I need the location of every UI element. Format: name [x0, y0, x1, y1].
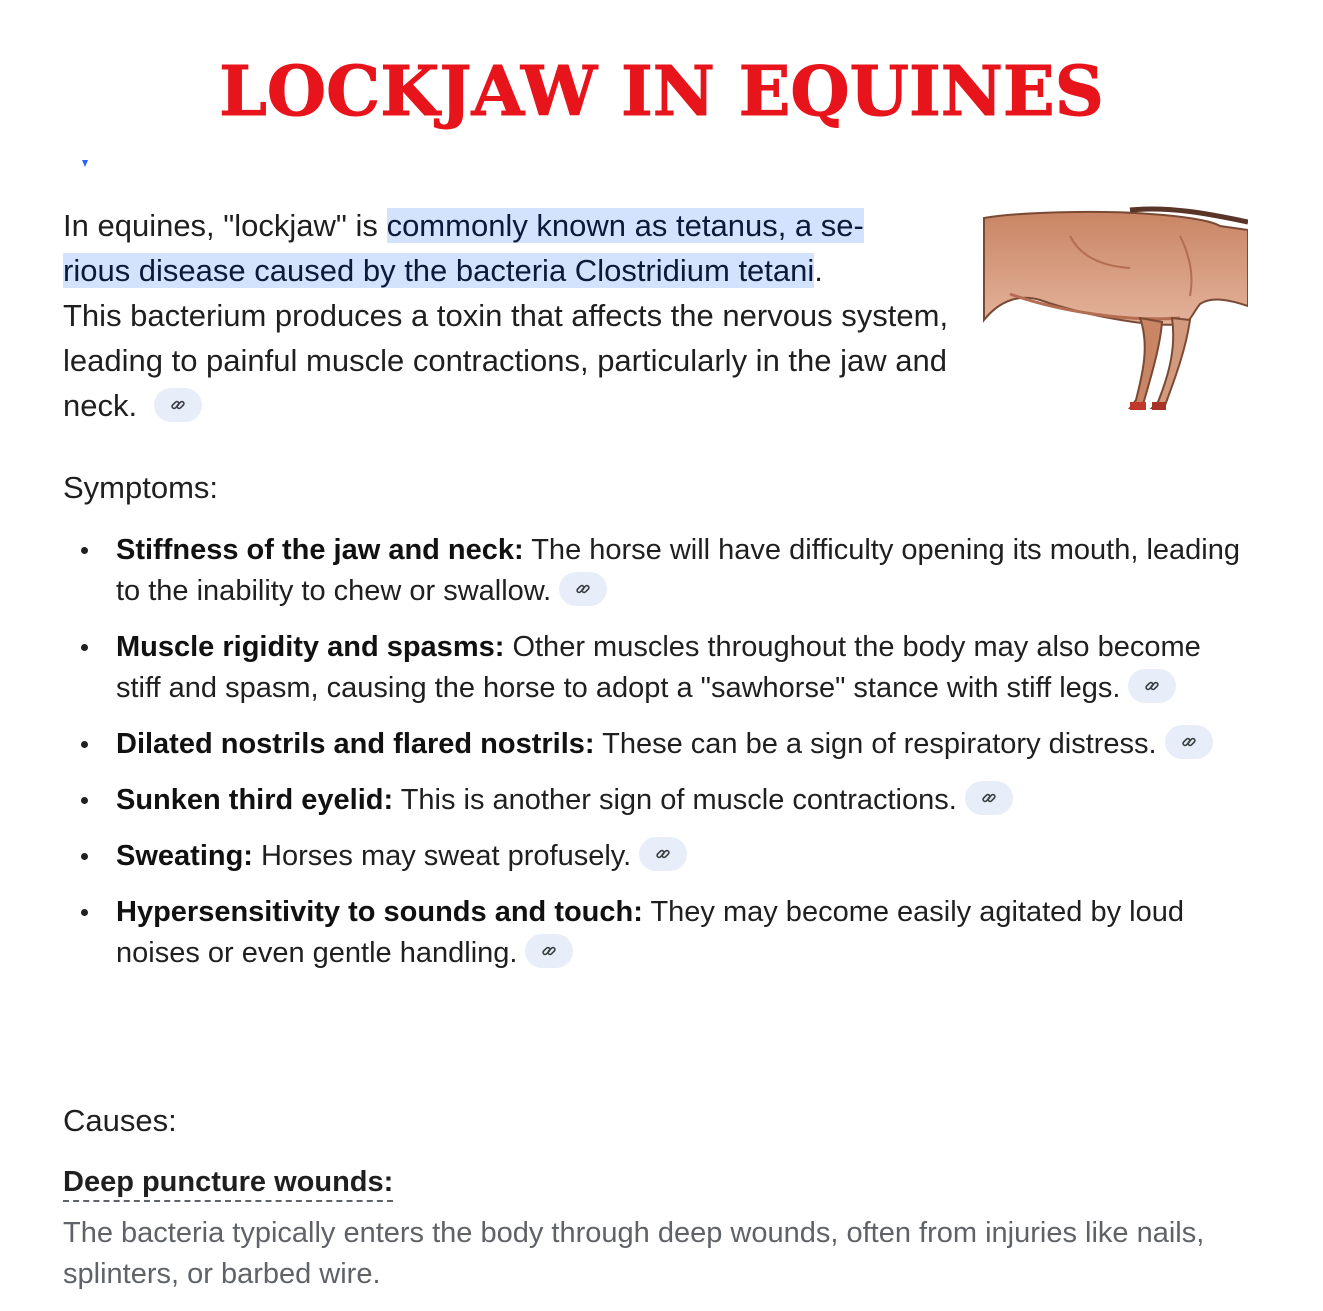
intro-rest: This bacterium produces a toxin that affects the nervous system, leading to painful muscle contractions, particularly in the jaw and neck.: [63, 298, 949, 423]
link-icon: [981, 790, 997, 806]
list-item: [63, 836, 1253, 877]
link-icon: [170, 397, 186, 413]
intro-paragraph: [63, 203, 963, 428]
symptom-label: Stiffness of the jaw and neck:: [116, 534, 524, 566]
citation-link-button[interactable]: [965, 781, 1013, 815]
symptom-text: Other muscles throughout the body may also become stiff and spasm, causing the horse to adopt a "sawhorse" stance with stiff legs.: [116, 631, 1201, 704]
cause-subheading-link[interactable]: Deep puncture wounds:: [63, 1166, 393, 1202]
symptom-label: Dilated nostrils and flared nostrils:: [116, 728, 595, 760]
intro-lead: In equines, "lockjaw" is: [63, 208, 387, 243]
symptom-label: Muscle rigidity and spasms:: [116, 631, 505, 663]
link-icon: [541, 943, 557, 959]
bullet: [81, 797, 88, 804]
citation-link-button[interactable]: [1128, 669, 1176, 703]
citation-link-button[interactable]: [1165, 725, 1213, 759]
citation-link-button[interactable]: [639, 837, 687, 871]
citation-link-button[interactable]: [525, 934, 573, 968]
symptoms-list: [63, 530, 1253, 989]
citation-link-button[interactable]: [154, 388, 202, 422]
symptom-text: Horses may sweat profusely.: [252, 840, 632, 872]
intro-highlight-1[interactable]: commonly known as tetanus, a se-: [386, 208, 864, 243]
link-icon: [1144, 678, 1160, 694]
causes-heading: Causes:: [63, 1103, 177, 1138]
bullet: [81, 741, 88, 748]
symptom-text: The horse will have difficulty opening its mouth, leading to the inability to chew or swallow.: [116, 534, 1240, 607]
symptom-text: They may become easily agitated by loud noises or even gentle handling.: [116, 896, 1185, 969]
symptom-label: Hypersensitivity to sounds and touch:: [116, 896, 643, 928]
list-item: [63, 530, 1253, 612]
symptom-text: These can be a sign of respiratory distress.: [594, 728, 1157, 760]
list-item: [63, 627, 1253, 709]
text-cursor-marker: [82, 160, 88, 167]
intro-period: .: [814, 253, 823, 288]
cause-description: The bacteria typically enters the body through deep wounds, often from injuries like nails, splinters, or barbed wire.: [63, 1217, 1205, 1290]
link-icon: [1181, 734, 1197, 750]
bullet: [81, 909, 88, 916]
horse-illustration[interactable]: [980, 196, 1248, 418]
symptom-label: Sunken third eyelid:: [116, 784, 394, 816]
symptom-label: Sweating:: [116, 840, 253, 872]
intro-highlight-2[interactable]: rious disease caused by the bacteria Clostridium tetani: [63, 253, 815, 288]
bullet: [81, 547, 88, 554]
symptom-text: This is another sign of muscle contractions.: [393, 784, 957, 816]
page-title: LOCKJAW IN EQUINES: [219, 52, 1104, 132]
bullet: [81, 644, 88, 651]
link-icon: [575, 581, 591, 597]
list-item: [63, 724, 1253, 765]
symptoms-heading: Symptoms:: [63, 470, 219, 505]
list-item: [63, 780, 1253, 821]
list-item: [63, 892, 1253, 974]
link-icon: [655, 846, 671, 862]
citation-link-button[interactable]: [559, 572, 607, 606]
bullet: [81, 853, 88, 860]
